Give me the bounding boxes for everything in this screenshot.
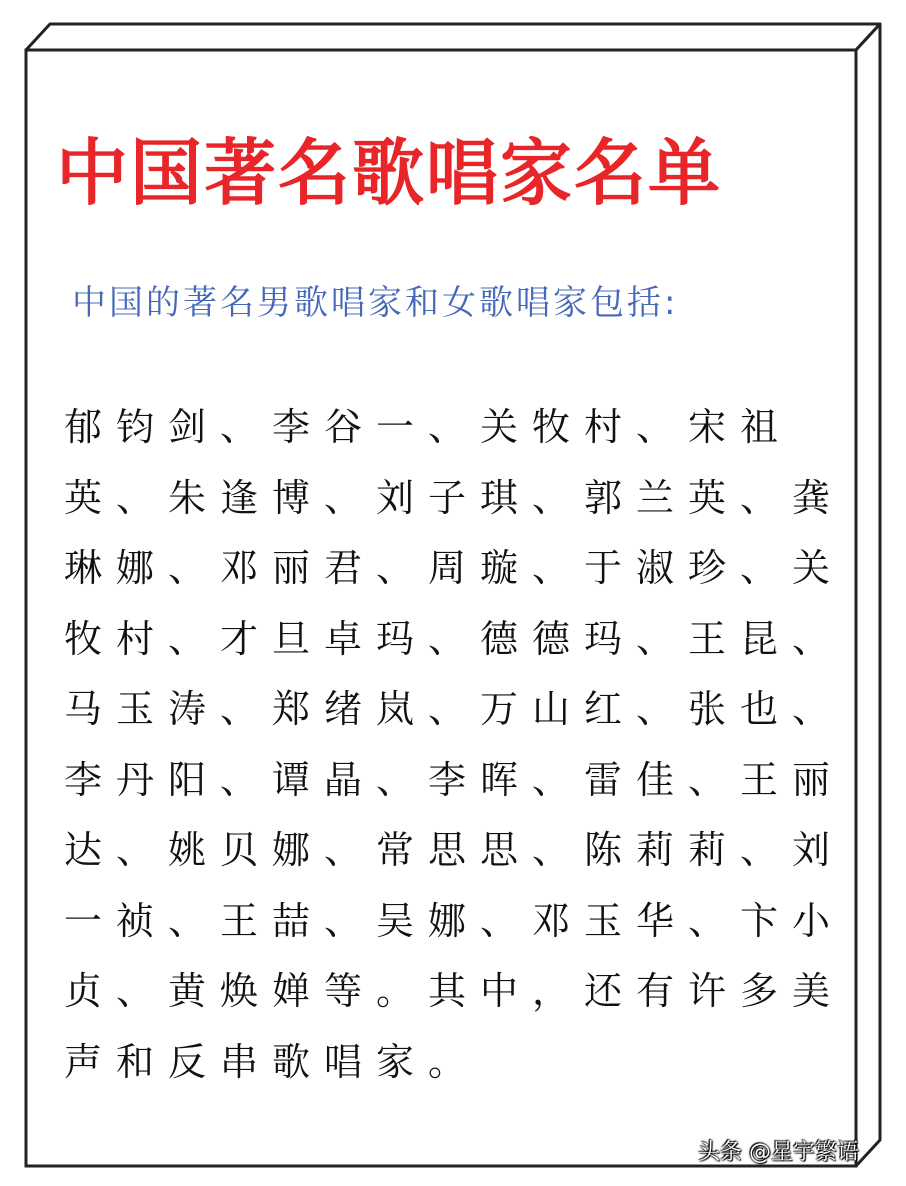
paragraph-line: 英、朱逢博、刘子琪、郭兰英、龚 [64, 475, 845, 520]
paragraph-line: 马玉涛、郑绪岚、万山红、张也、 [64, 687, 845, 731]
source-watermark: 头条 @星宇繁语 [698, 1140, 859, 1165]
singer-list-paragraph [64, 392, 845, 1097]
paragraph-line: 郁钧剑、李谷一、关牧村、宋祖 [64, 405, 793, 449]
paragraph-line: 达、姚贝娜、常思思、陈莉莉、刘 [64, 828, 845, 872]
paragraph-line: 声和反串歌唱家。 [64, 1039, 481, 1084]
intro-subtitle: 中国的著名男歌唱家和女歌唱家包括: [72, 283, 679, 323]
paragraph-line: 牧村、才旦卓玛、德德玛、王昆、 [64, 616, 845, 661]
paragraph-line: 琳娜、邓丽君、周璇、于淑珍、关 [64, 546, 845, 590]
page-title: 中国著名歌唱家名单 [56, 131, 723, 215]
paragraph-line: 李丹阳、谭晶、李晖、雷佳、王丽 [64, 757, 845, 802]
paragraph-line: 贞、黄焕婵等。其中，还有许多美 [64, 969, 845, 1013]
paragraph-line: 一祯、王喆、吴娜、邓玉华、卞小 [64, 898, 845, 943]
